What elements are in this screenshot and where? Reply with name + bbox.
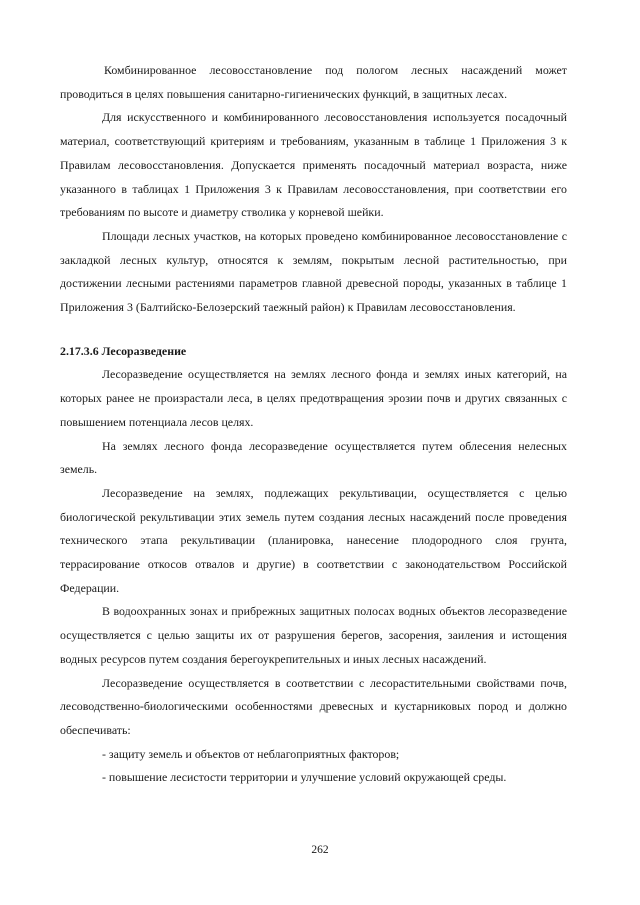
paragraph: Для искусственного и комбинированного лесовосстановления используется посадочный материал, соответствующий критериям и требованиям, указанным в таблице 1 Приложения 3 к Правилам лесовосстановления. Допускается применять посадочный материал возраста, ниже указанного в таблицах 1 Приложения 3 к Правилам лесовосстановления, при соответствии его требованиям по высоте и диаметру стволика у корневой шейки. — [60, 110, 567, 220]
document-body — [60, 59, 567, 790]
paragraph: Лесоразведение осуществляется на землях лесного фонда и землях иных категорий, на которых ранее не произрастали леса, в целях предотвращения эрозии почв и других связанных с повышением потенциала лесов целях. — [60, 367, 567, 429]
paragraph: Лесоразведение осуществляется в соответствии с лесорастительными свойствами почв, лесоводственно-биологическими особенностями древесных и кустарниковых пород и должно обеспечивать: — [60, 675, 567, 737]
list-item: - защиту земель и объектов от неблагоприятных факторов; — [102, 746, 400, 761]
paragraph: В водоохранных зонах и прибрежных защитных полосах водных объектов лесоразведение осуществляется с целью защиты их от разрушения берегов, засорения, заиления и истощения водных ресурсов путем создания берегоукрепительных и иных лесных насаждений. — [60, 604, 567, 666]
paragraph: Площади лесных участков, на которых проведено комбинированное лесовосстановление с закладкой лесных культур, относятся к землям, покрытым лесной растительностью, при достижении лесными растениями параметров главной древесной породы, указанных в таблице 1 Приложения 3 (Балтийско-Белозерский таежный район) к Правилам лесовосстановления. — [60, 228, 567, 315]
page-number: 262 — [311, 844, 329, 856]
paragraph: Лесоразведение на землях, подлежащих рекультивации, осуществляется с целью биологической рекультивации этих земель путем создания лесных насаждений после проведения технического этапа рекультивации (планировка, нанесение плодородного слоя грунта, террасирование откосов отвалов и другие) в соответствии с законодательством Российской Федерации. — [60, 485, 567, 595]
section-heading: 2.17.3.6 Лесоразведение — [60, 343, 187, 358]
list-item: - повышение лесистости территории и улучшение условий окружающей среды. — [102, 770, 507, 785]
paragraph: На землях лесного фонда лесоразведение осуществляется путем облесения нелесных земель. — [60, 438, 567, 477]
paragraph: Комбинированное лесовосстановление под пологом лесных насаждений может проводиться в целях повышения санитарно-гигиенических функций, в защитных лесах. — [60, 63, 567, 101]
